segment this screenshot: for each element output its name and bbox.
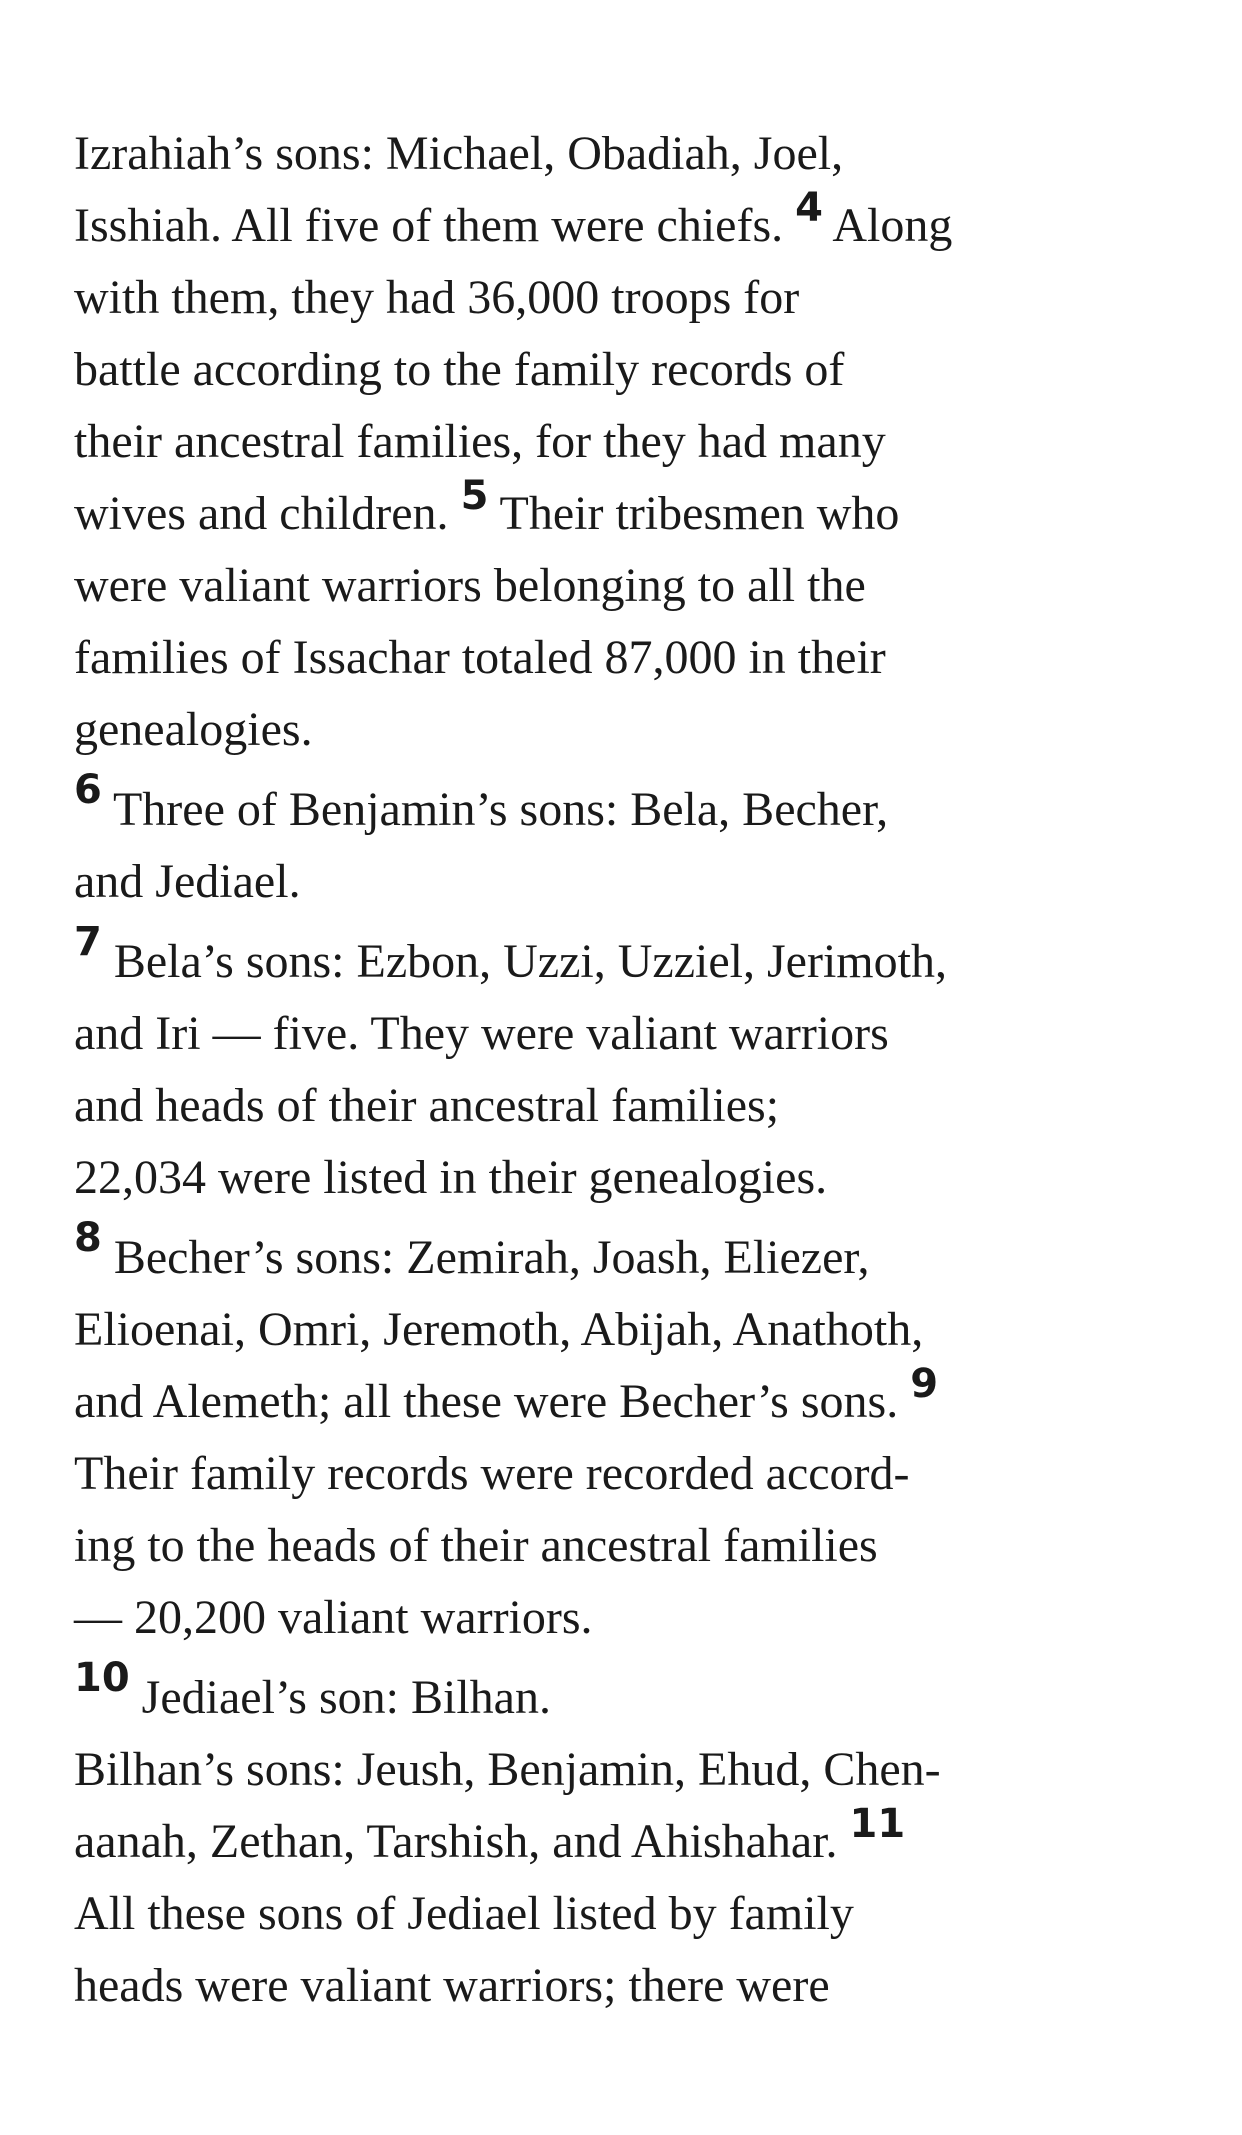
- verse-number: 7: [74, 919, 102, 965]
- verse-number: 10: [74, 1655, 130, 1701]
- verse-text: and Jediael.: [74, 855, 301, 908]
- text-line: [74, 1142, 1194, 1214]
- text-line: [74, 918, 1194, 998]
- verse-number: 11: [849, 1801, 906, 1847]
- text-line: [74, 406, 1194, 478]
- verse-text: ing to the heads of their ancestral families: [74, 1519, 878, 1572]
- verse-text: Three of Benjamin’s sons: Bela, Becher,: [101, 783, 889, 836]
- verse-text: genealogies.: [74, 703, 313, 756]
- text-line: [74, 846, 1194, 918]
- text-line: [74, 694, 1194, 766]
- verse-text: aanah, Zethan, Tarshish, and Ahishahar.: [74, 1815, 850, 1868]
- text-line: [74, 550, 1194, 622]
- verse-text: wives and children.: [74, 487, 461, 540]
- text-line: [74, 473, 1194, 550]
- passage-text: [74, 118, 1194, 2022]
- verse-number: 9: [910, 1361, 939, 1407]
- verse-number: 5: [460, 473, 489, 519]
- text-line: [74, 1878, 1194, 1950]
- text-line: [74, 185, 1194, 262]
- text-line: [74, 1294, 1194, 1366]
- text-line: [74, 1950, 1194, 2022]
- text-line: [74, 1801, 1194, 1878]
- verse-text: were valiant warriors belonging to all the: [74, 559, 866, 612]
- text-line: [74, 622, 1194, 694]
- verse-text: families of Issachar totaled 87,000 in their: [74, 631, 886, 684]
- verse-text: Along: [822, 199, 953, 252]
- verse-number: 4: [795, 185, 823, 231]
- verse-text: Isshiah. All five of them were chiefs.: [74, 199, 796, 252]
- text-line: [74, 1510, 1194, 1582]
- scripture-reader: [74, 118, 1194, 2022]
- verse-text: Bilhan’s sons: Jeush, Benjamin, Ehud, Chen-: [74, 1743, 941, 1796]
- text-line: [74, 118, 1194, 190]
- text-line: [74, 1654, 1194, 1734]
- text-line: [74, 1734, 1194, 1806]
- verse-text: 22,034 were listed in their genealogies.: [74, 1151, 828, 1204]
- verse-text: Bela’s sons: Ezbon, Uzzi, Uzziel, Jerimoth,: [101, 935, 947, 988]
- verse-text: their ancestral families, for they had many: [74, 415, 886, 468]
- verse-text: Becher’s sons: Zemirah, Joash, Eliezer,: [101, 1231, 870, 1284]
- text-line: [74, 1214, 1194, 1294]
- verse-text: Elioenai, Omri, Jeremoth, Abijah, Anathoth,: [74, 1303, 924, 1356]
- text-line: [74, 1582, 1194, 1654]
- text-line: [74, 1438, 1194, 1510]
- text-line: [74, 334, 1194, 406]
- verse-text: All these sons of Jediael listed by family: [74, 1887, 854, 1940]
- verse-text: and Iri — five. They were valiant warriors: [74, 1007, 889, 1060]
- verse-text: Jediael’s son: Bilhan.: [129, 1671, 551, 1724]
- verse-text: and heads of their ancestral families;: [74, 1079, 780, 1132]
- text-line: [74, 766, 1194, 846]
- verse-text: with them, they had 36,000 troops for: [74, 271, 800, 324]
- verse-text: Their family records were recorded accord-: [74, 1447, 910, 1500]
- verse-text: battle according to the family records of: [74, 343, 845, 396]
- verse-text: — 20,200 valiant warriors.: [74, 1591, 593, 1644]
- verse-text: heads were valiant warriors; there were: [74, 1959, 830, 2012]
- text-line: [74, 262, 1194, 334]
- verse-number: 6: [74, 767, 102, 813]
- verse-number: 8: [74, 1215, 102, 1261]
- text-line: [74, 998, 1194, 1070]
- text-line: [74, 1361, 1194, 1438]
- text-line: [74, 1070, 1194, 1142]
- verse-text: and Alemeth; all these were Becher’s sons.: [74, 1375, 911, 1428]
- verse-text: Their tribesmen who: [488, 487, 900, 540]
- verse-text: Izrahiah’s sons: Michael, Obadiah, Joel,: [74, 127, 844, 180]
